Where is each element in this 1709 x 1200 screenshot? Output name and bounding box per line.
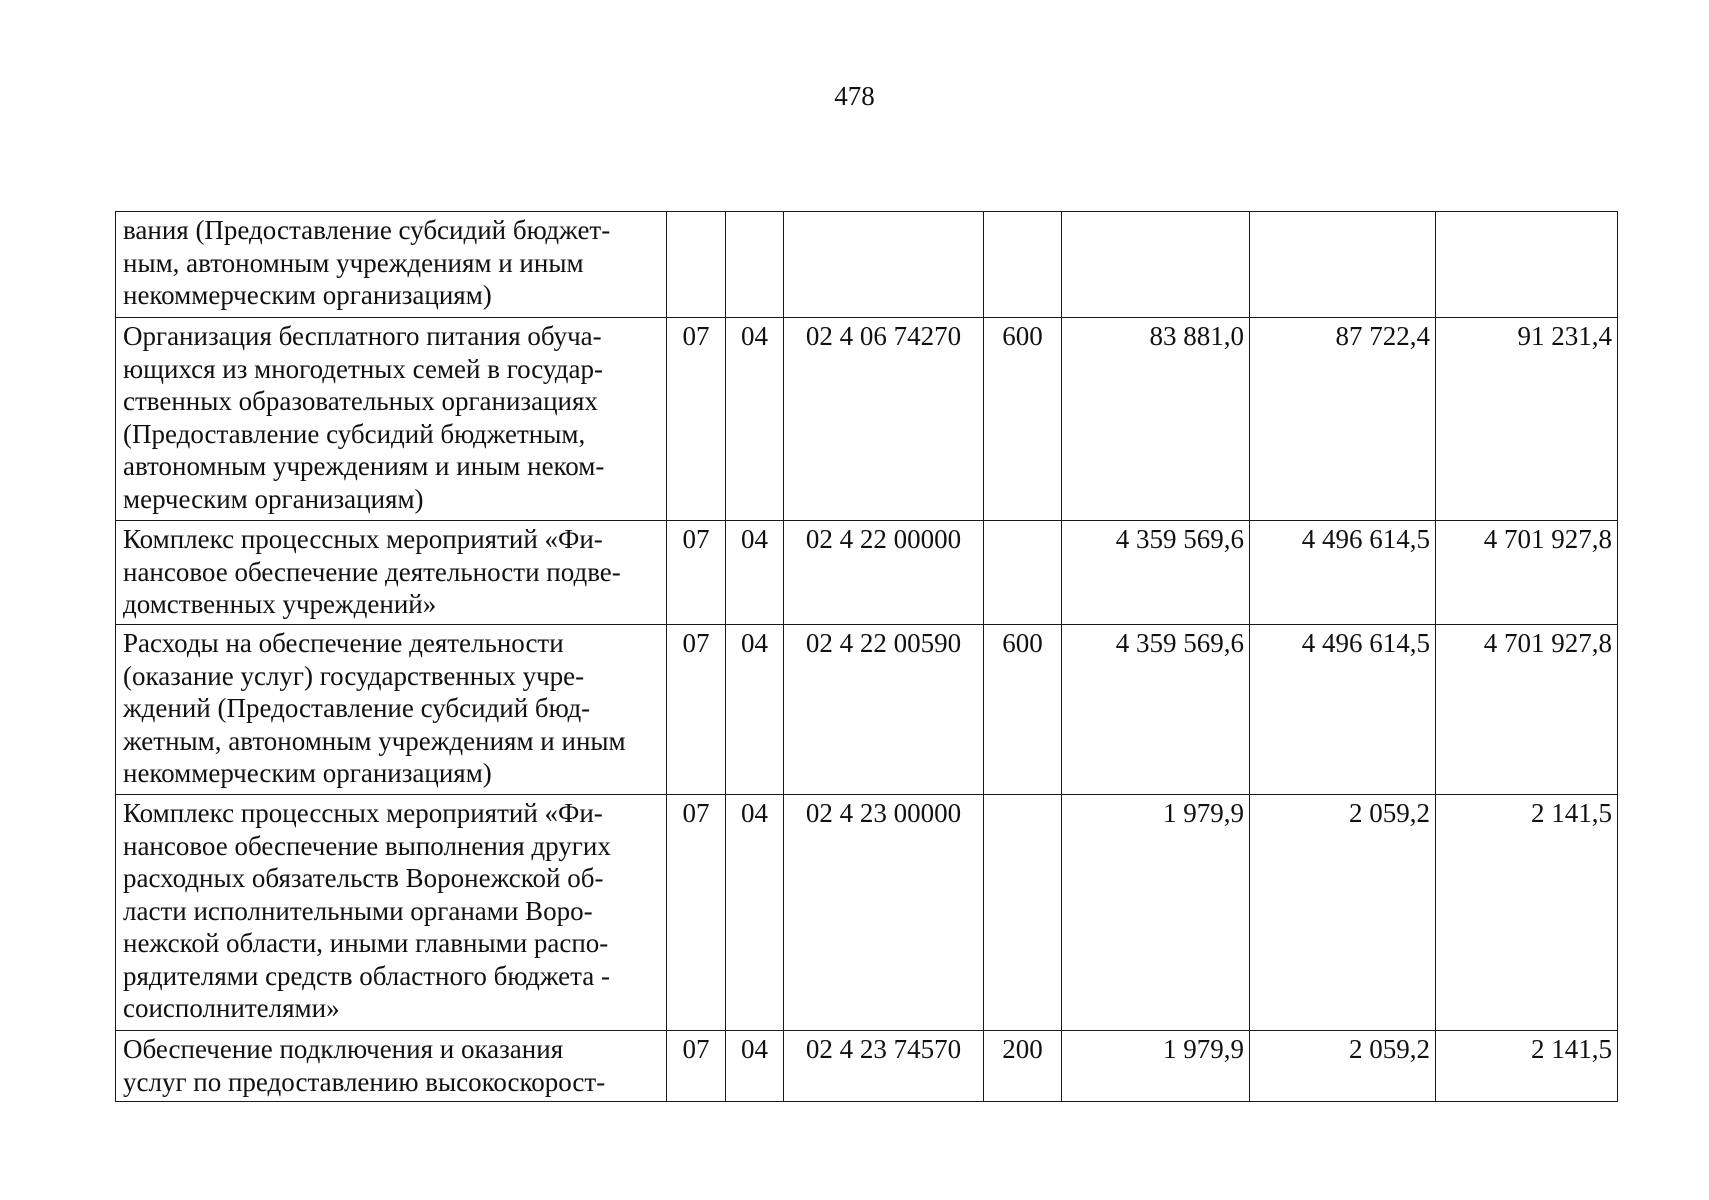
description-line: Комплекс процессных мероприятий «Фи-: [123, 798, 603, 828]
expense-type-cell: [984, 521, 1062, 625]
expense-type-cell: 600: [984, 625, 1062, 795]
target-article-cell: 02 4 23 74570: [784, 1031, 984, 1102]
page-number: 478: [834, 81, 875, 111]
description-line: Расходы на обеспечение деятельности: [123, 628, 564, 658]
amount-year-2-cell: 87 722,4: [1250, 318, 1436, 521]
expense-type-cell: [984, 212, 1062, 318]
description-line: Обеспечение подключения и оказания: [123, 1034, 564, 1064]
amount-year-3-cell: 2 141,5: [1436, 795, 1618, 1031]
amount-year-3-cell: 91 231,4: [1436, 318, 1618, 521]
amount-year-3-cell: 4 701 927,8: [1436, 521, 1618, 625]
table-row: [116, 625, 1618, 795]
expense-type-cell: [984, 795, 1062, 1031]
amount-year-2-cell: 4 496 614,5: [1250, 625, 1436, 795]
description-line: некоммерческим организациям): [123, 758, 492, 788]
target-article-cell: [784, 212, 984, 318]
description-cell: [116, 625, 667, 795]
description-cell: [116, 1031, 667, 1102]
section-cell: 07: [667, 625, 726, 795]
description-line: ждений (Предоставление субсидий бюд-: [123, 693, 591, 723]
description-line: расходных обязательств Воронежской об-: [123, 863, 604, 893]
target-article-cell: 02 4 22 00000: [784, 521, 984, 625]
expense-type-cell: 600: [984, 318, 1062, 521]
description-cell: [116, 795, 667, 1031]
amount-year-1-cell: 1 979,9: [1062, 1031, 1250, 1102]
table-row: [116, 521, 1618, 625]
subsection-cell: 04: [726, 795, 784, 1031]
subsection-cell: 04: [726, 318, 784, 521]
description-line: нансовое обеспечение выполнения других: [123, 830, 611, 861]
target-article-cell: 02 4 06 74270: [784, 318, 984, 521]
section-cell: [667, 212, 726, 318]
amount-year-1-cell: 83 881,0: [1062, 318, 1250, 521]
target-article-cell: 02 4 22 00590: [784, 625, 984, 795]
description-cell: [116, 521, 667, 625]
section-cell: 07: [667, 795, 726, 1031]
amount-year-2-cell: 2 059,2: [1250, 795, 1436, 1031]
description-line: (оказание услуг) государственных учре-: [123, 660, 585, 691]
subsection-cell: [726, 212, 784, 318]
description-line: рядителями средств областного бюджета -: [123, 960, 611, 991]
budget-table: [115, 211, 1618, 1102]
description-line: ным, автономным учреждениям и иным: [123, 247, 584, 278]
table-row: [116, 212, 1618, 318]
description-line: соисполнителями»: [123, 993, 340, 1023]
description-line: (Предоставление субсидий бюджетным,: [123, 418, 586, 449]
description-line: услуг по предоставлению высокоскорост-: [123, 1066, 606, 1097]
description-line: домственных учреждений»: [123, 589, 437, 619]
subsection-cell: 04: [726, 521, 784, 625]
section-cell: 07: [667, 1031, 726, 1102]
amount-year-2-cell: 2 059,2: [1250, 1031, 1436, 1102]
description-line: Организация бесплатного питания обуча-: [123, 321, 602, 351]
amount-year-1-cell: 1 979,9: [1062, 795, 1250, 1031]
amount-year-1-cell: 4 359 569,6: [1062, 521, 1250, 625]
description-line: некоммерческим организациям): [123, 280, 492, 310]
subsection-cell: 04: [726, 625, 784, 795]
description-line: автономным учреждениям и иным неком-: [123, 451, 605, 481]
subsection-cell: 04: [726, 1031, 784, 1102]
amount-year-1-cell: 4 359 569,6: [1062, 625, 1250, 795]
amount-year-3-cell: [1436, 212, 1618, 318]
table-row: [116, 1031, 1618, 1102]
amount-year-2-cell: 4 496 614,5: [1250, 521, 1436, 625]
table-body: [116, 212, 1618, 1102]
target-article-cell: 02 4 23 00000: [784, 795, 984, 1031]
table-row: [116, 318, 1618, 521]
description-line: нансовое обеспечение деятельности подве-: [123, 556, 621, 587]
description-line: мерческим организациям): [123, 483, 424, 514]
amount-year-1-cell: [1062, 212, 1250, 318]
description-cell: [116, 318, 667, 521]
description-line: ющихся из многодетных семей в государ-: [123, 353, 603, 384]
amount-year-2-cell: [1250, 212, 1436, 318]
description-line: вания (Предоставление субсидий бюджет-: [123, 215, 611, 245]
section-cell: 07: [667, 521, 726, 625]
description-line: ственных образовательных организациях: [123, 386, 598, 416]
description-line: жетным, автономным учреждениям и иным: [123, 725, 626, 756]
description-line: нежской области, иными главными распо-: [123, 928, 609, 958]
table-row: [116, 795, 1618, 1031]
description-line: ласти исполнительными органами Воро-: [123, 895, 593, 926]
amount-year-3-cell: 4 701 927,8: [1436, 625, 1618, 795]
description-cell: [116, 212, 667, 318]
description-line: Комплекс процессных мероприятий «Фи-: [123, 524, 603, 554]
section-cell: 07: [667, 318, 726, 521]
amount-year-3-cell: 2 141,5: [1436, 1031, 1618, 1102]
expense-type-cell: 200: [984, 1031, 1062, 1102]
